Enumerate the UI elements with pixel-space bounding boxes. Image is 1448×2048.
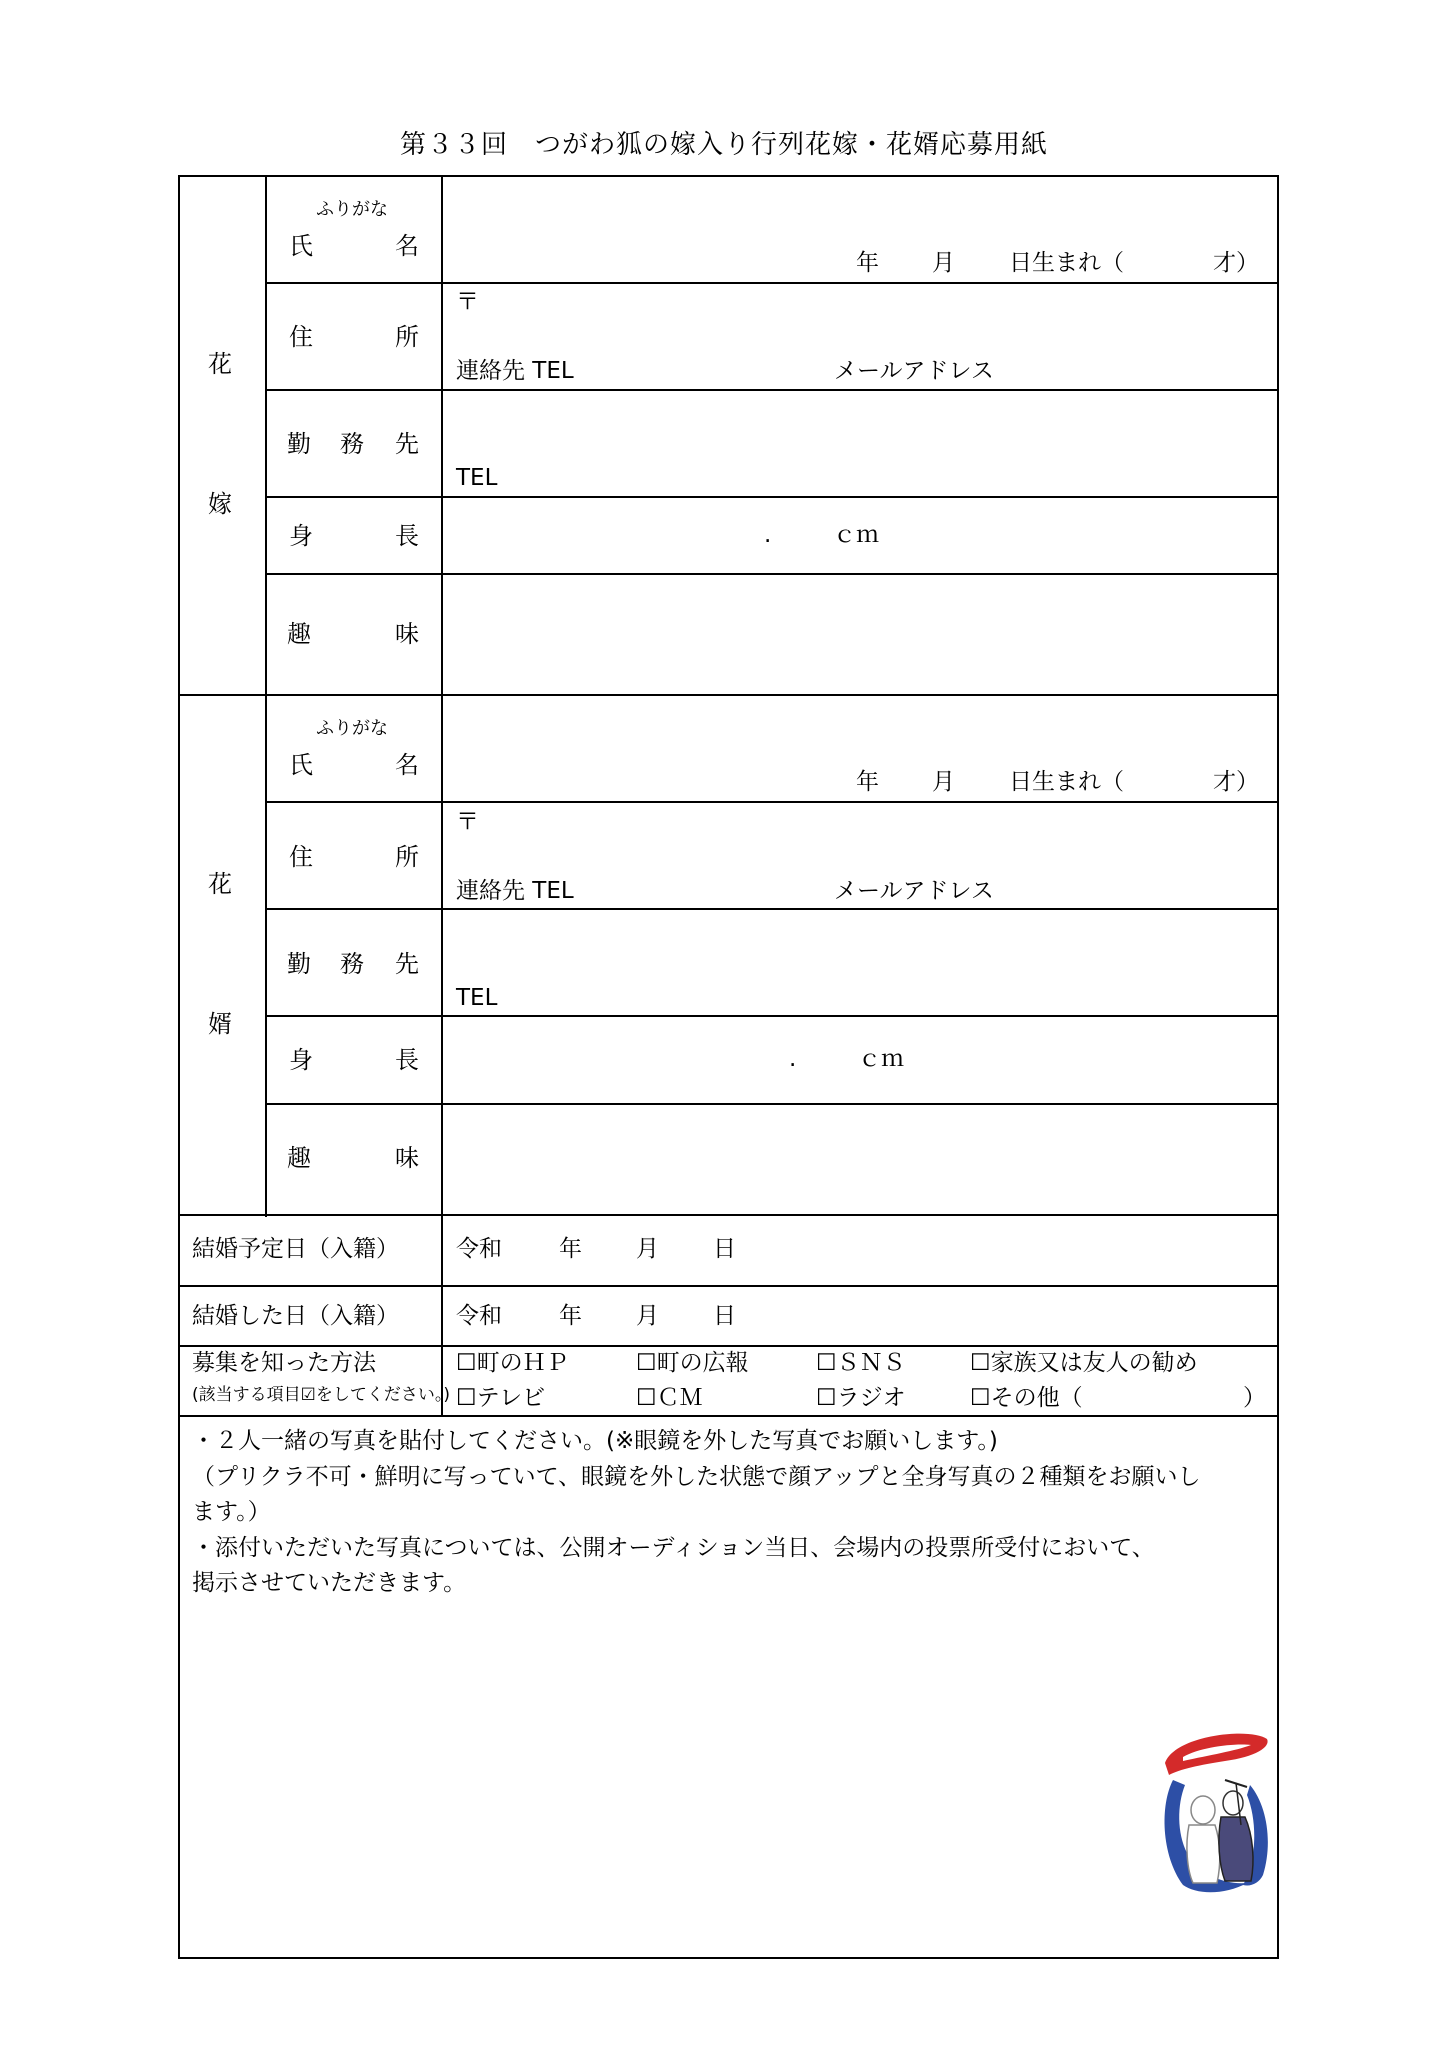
groom-height-dot: .	[789, 1046, 797, 1072]
married-era: 令和	[456, 1303, 502, 1329]
fox-wedding-mascot-icon	[1155, 1725, 1275, 1897]
photo-attach-area[interactable]	[180, 1600, 1140, 1955]
bride-height-label-2: 長	[395, 522, 419, 550]
divider	[265, 908, 1279, 910]
groom-postal-mark: 〒	[456, 809, 479, 835]
groom-age: 才）	[1213, 769, 1259, 795]
note-line-5: 掲示させていただきます。	[192, 1570, 467, 1596]
bride-birth-month: 月	[932, 250, 955, 276]
divider	[441, 175, 443, 1415]
source-option-sns[interactable]: ☐ＳＮＳ	[816, 1350, 906, 1376]
groom-side-label-1: 花	[208, 870, 232, 898]
note-line-4: ・添付いただいた写真については、公開オーディション当日、会場内の投票所受付において、	[192, 1535, 1155, 1561]
bride-hobby-label-2: 味	[395, 620, 419, 648]
planned-era: 令和	[456, 1236, 502, 1262]
divider	[265, 1015, 1279, 1017]
groom-furigana-label: ふりがな	[316, 718, 388, 739]
note-line-3: ます。）	[192, 1499, 271, 1525]
bride-address-label-2: 所	[395, 323, 419, 351]
divider	[178, 694, 1279, 696]
bride-side-label-1: 花	[208, 350, 232, 378]
planned-year: 年	[559, 1236, 582, 1262]
divider	[265, 573, 1279, 575]
groom-address-label-1: 住	[289, 843, 313, 871]
bride-name-label-2: 名	[395, 232, 419, 260]
divider	[178, 1285, 1279, 1287]
bride-side-label-2: 嫁	[208, 490, 232, 518]
source-option-town-hp[interactable]: ☐町のＨＰ	[456, 1350, 569, 1376]
bride-work-label-3: 先	[395, 430, 419, 458]
bride-birth-day: 日生まれ（	[1009, 250, 1124, 276]
groom-side-label-2: 婿	[208, 1010, 232, 1038]
bride-height-label-1: 身	[289, 522, 313, 550]
source-option-radio[interactable]: ☐ラジオ	[816, 1385, 906, 1411]
source-label: 募集を知った方法	[192, 1350, 376, 1376]
groom-height-label-1: 身	[289, 1046, 313, 1074]
note-line-2: （プリクラ不可・鮮明に写っていて、眼鏡を外した状態で顔アップと全身写真の２種類をお願いし	[192, 1464, 1201, 1490]
married-month: 月	[636, 1303, 659, 1329]
form-title: 第３３回 つがわ狐の嫁入り行列花嫁・花婿応募用紙	[399, 130, 1048, 160]
groom-name-label-2: 名	[395, 751, 419, 779]
bride-hobby-label-1: 趣	[287, 620, 311, 648]
groom-email: メールアドレス	[834, 878, 994, 904]
bride-height-dot: .	[764, 522, 772, 548]
divider	[178, 1415, 1279, 1417]
groom-name-label-1: 氏	[289, 751, 313, 779]
groom-height-unit: ｃｍ	[858, 1046, 904, 1072]
groom-height-label-2: 長	[395, 1046, 419, 1074]
bride-postal-mark: 〒	[456, 289, 479, 315]
groom-work-label-3: 先	[395, 950, 419, 978]
source-option-cm[interactable]: ☐ＣＭ	[636, 1385, 703, 1411]
groom-birth-day: 日生まれ（	[1009, 769, 1124, 795]
married-date-label: 結婚した日（入籍）	[192, 1303, 399, 1329]
bride-address-label-1: 住	[289, 323, 313, 351]
source-hint: (該当する項目☑をしてください。)	[192, 1385, 451, 1405]
source-option-tv[interactable]: ☐テレビ	[456, 1385, 546, 1411]
source-option-other[interactable]: ☐その他（	[970, 1385, 1083, 1411]
source-option-family-friend[interactable]: ☐家族又は友人の勧め	[970, 1350, 1198, 1376]
bride-height-unit: ｃｍ	[833, 522, 879, 548]
note-line-1: ・２人一緒の写真を貼付してください。(※眼鏡を外した写真でお願いします。)	[192, 1428, 998, 1454]
divider	[178, 1345, 1279, 1347]
planned-month: 月	[636, 1236, 659, 1262]
bride-age: 才）	[1213, 250, 1259, 276]
bride-work-label-1: 勤	[287, 430, 311, 458]
bride-work-tel: TEL	[456, 465, 498, 491]
divider	[265, 1103, 1279, 1105]
divider	[265, 389, 1279, 391]
groom-birth-year: 年	[856, 769, 879, 795]
bride-birth-year: 年	[856, 250, 879, 276]
married-year: 年	[559, 1303, 582, 1329]
divider	[265, 496, 1279, 498]
married-day: 日	[713, 1303, 736, 1329]
bride-name-label-1: 氏	[289, 232, 313, 260]
divider	[265, 801, 1279, 803]
groom-work-label-1: 勤	[287, 950, 311, 978]
groom-address-label-2: 所	[395, 843, 419, 871]
groom-work-tel: TEL	[456, 985, 498, 1011]
groom-hobby-label-1: 趣	[287, 1144, 311, 1172]
groom-contact-tel: 連絡先 TEL	[456, 878, 574, 904]
divider	[178, 1214, 1279, 1216]
source-option-other-close: ）	[1243, 1385, 1266, 1411]
bride-work-label-2: 務	[340, 430, 364, 458]
divider	[265, 175, 267, 1217]
groom-work-label-2: 務	[340, 950, 364, 978]
bride-furigana-label: ふりがな	[316, 199, 388, 220]
planned-date-label: 結婚予定日（入籍）	[192, 1236, 399, 1262]
groom-hobby-label-2: 味	[395, 1144, 419, 1172]
bride-email: メールアドレス	[834, 358, 994, 384]
source-option-town-newsletter[interactable]: ☐町の広報	[636, 1350, 749, 1376]
divider	[265, 282, 1279, 284]
planned-day: 日	[713, 1236, 736, 1262]
groom-birth-month: 月	[932, 769, 955, 795]
bride-contact-tel: 連絡先 TEL	[456, 358, 574, 384]
